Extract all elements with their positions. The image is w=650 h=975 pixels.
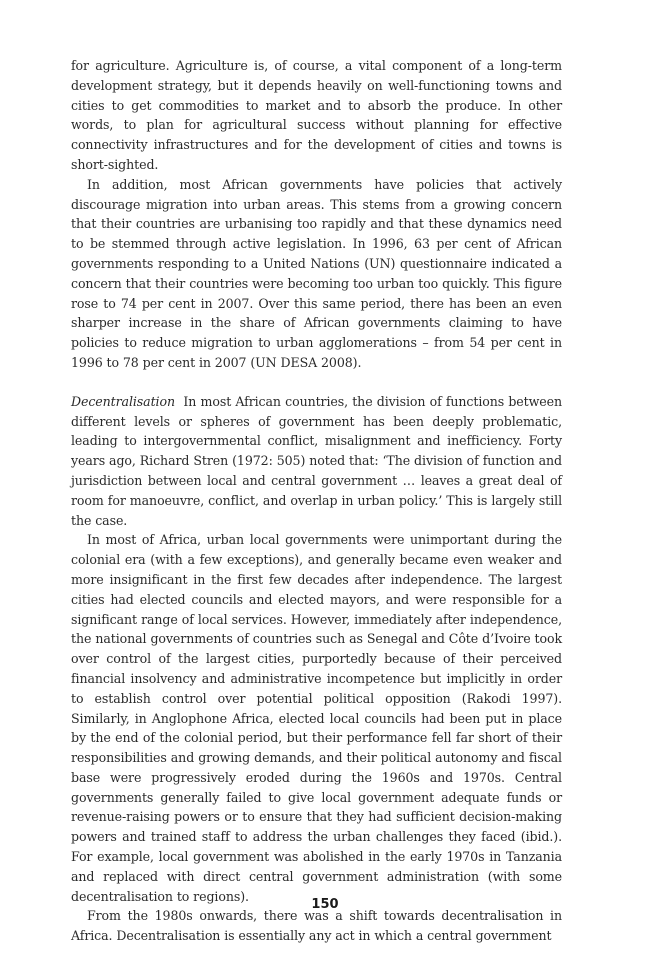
paragraph-5: From the 1980s onwards, there was a shift towards decentralisation in Africa. Decentralisation is essentially any act in which a central government <box>71 908 562 944</box>
paragraph-4: In most of Africa, urban local governments were unimportant during the colonial era (with a few exceptions), and generally became even weaker and more insignificant in the first few decades after independence. The largest cities had elected councils and elected mayors, and were responsible for a significant range of local services. However, immediately after independence, the national governments of countries such as Senegal and Côte d’Ivoire took over control of the largest cities, purportedly because of their perceived financial insolvency and administrative incompetence but implicitly in order to establish control over potential political opposition (Rakodi 1997). Similarly, in Anglophone Africa, elected local councils had been put in place by the end of the colonial period, but their performance fell far short of their responsibilities and growing demands, and their political autonomy and fiscal base were progressively eroded during the 1960s and 1970s. Central governments generally failed to give local government adequate funds or revenue-raising powers or to ensure that they had sufficient decision-making powers and trained staff to address the urban challenges they faced (ibid.). For example, local government was abolished in the early 1970s in Tanzania and replaced with direct central government administration (with some decentralisation to regions). <box>71 532 562 904</box>
page-body <box>71 56 562 946</box>
paragraph-1: for agriculture. Agriculture is, of course, a vital component of a long-term development strategy, but it depends heavily on well-functioning towns and cities to get commodities to market and to absorb the produce. In other words, to plan for agricultural success without planning for effective connectivity infrastructures and for the development of cities and towns is short-sighted. <box>71 58 562 172</box>
paragraph-3 <box>71 392 562 531</box>
paragraph-2: In addition, most African governments have policies that actively discourage migration into urban areas. This stems from a growing concern that their countries are urbanising too rapidly and that these dynamics need to be stemmed through active legislation. In 1996, 63 per cent of African governments responding to a United Nations (UN) questionnaire indicated a concern that their countries were becoming too urban too quickly. This figure rose to 74 per cent in 2007. Over this same period, there has been an even sharper increase in the share of African governments claiming to have policies to reduce migration to urban agglomerations – from 54 per cent in 1996 to 78 per cent in 2007 (UN DESA 2008). <box>71 176 562 370</box>
paragraph-3-text: In most African countries, the division of functions between different levels or spheres of government has been deeply problematic, leading to intergovernmental conflict, misalignment and inefficiency. Forty years ago, Richard Stren (1972: 505) noted that: ‘The division of function and jurisdiction between local and central government … leaves a great deal of room for manoeuvre, conflict, and overlap in urban policy.’ This is largely still the case. <box>71 393 563 528</box>
page-number: 150 <box>311 897 339 912</box>
section-heading: Decentralisation <box>71 393 175 409</box>
